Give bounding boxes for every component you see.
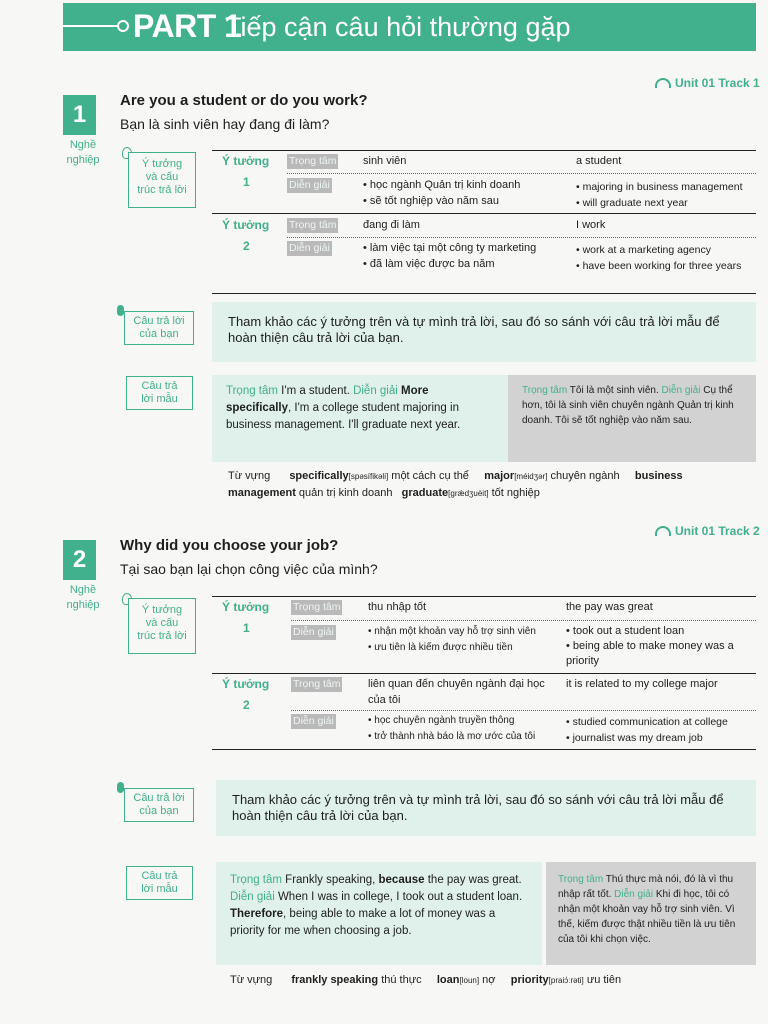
explain-vi: • làm việc tại một công ty marketing • đã làm việc được ba năm bbox=[363, 240, 536, 272]
answer-guide: Tham khảo các ý tưởng trên và tự mình trả lời, sau đó so sánh với câu trả lời mẫu để hoàn thiện câu trả lời của bạn. bbox=[216, 780, 756, 836]
your-answer-box: Câu trả lời của bạn bbox=[124, 311, 194, 345]
question-vietnamese: Bạn là sinh viên hay đang đi làm? bbox=[120, 116, 330, 132]
explain-en: • majoring in business management • will graduate next year bbox=[576, 179, 743, 211]
idea-number: 1 bbox=[243, 621, 250, 635]
sample-answer-en: Trọng tâm I'm a student. Diễn giải More specifically, I'm a college student majoring in business management. I'll graduate next year. bbox=[212, 375, 508, 462]
idea-number: 2 bbox=[243, 239, 250, 253]
table-bottom-rule bbox=[212, 293, 756, 294]
explain-en: • studied communication at college • journalist was my dream job bbox=[566, 714, 728, 746]
question-english: Are you a student or do you work? bbox=[120, 92, 368, 109]
vocabulary: Từ vựng frankly speaking thú thực loan[loun] nợ priority[praiɔ́ːrəti] ưu tiên bbox=[230, 974, 622, 986]
ideas-structure-box: Ý tưởng và cấu trúc trả lời bbox=[128, 598, 196, 654]
explain-tag: Diễn giải bbox=[289, 179, 330, 191]
explain-en: • took out a student loan • being able to make money was a priority bbox=[566, 624, 754, 669]
focus-vi: sinh viên bbox=[363, 155, 407, 167]
focus-en: the pay was great bbox=[566, 601, 653, 613]
question-category: Nghề nghiệp bbox=[66, 139, 100, 166]
banner-rule bbox=[63, 25, 121, 27]
sample-answer-en: Trọng tâm Frankly speaking, because the pay was great. Diễn giải When I was in college, I took out a student loan. Therefore, being able to make a lot of money was a priority for me when choosing a job. bbox=[216, 862, 542, 965]
explain-vi: • học chuyên ngành truyền thông • trở thành nhà báo là mơ ước của tôi bbox=[368, 713, 535, 745]
focus-tag: Trọng tâm bbox=[293, 601, 341, 613]
headphones-icon bbox=[655, 78, 671, 88]
row-divider bbox=[287, 237, 756, 238]
sample-answer-vi: Trọng tâm Thú thực mà nói, đó là vì thu nhập rất tốt. Diễn giải Khi đi học, tôi có nhận một khoản vay hỗ trợ sinh viên. Vì thế, kiếm được thật nhiều tiền là ưu tiên của tôi khi chọn việc. bbox=[546, 862, 756, 965]
sample-answer-box: Câu trả lời mẫu bbox=[126, 866, 193, 900]
explain-tag: Diễn giải bbox=[293, 626, 334, 638]
question-number: 2 bbox=[63, 540, 96, 580]
idea-label: Ý tưởng bbox=[222, 677, 270, 691]
focus-en: I work bbox=[576, 219, 606, 231]
sample-answer-vi: Trọng tâm Tôi là một sinh viên. Diễn giải Cụ thể hơn, tôi là sinh viên chuyên ngành Quản trị kinh doanh. Tôi sẽ tốt nghiệp vào năm sau. bbox=[508, 375, 756, 462]
audio-track-2[interactable] bbox=[655, 524, 760, 538]
table-mid-rule bbox=[212, 213, 756, 214]
focus-vi: đang đi làm bbox=[363, 219, 420, 231]
part-banner bbox=[63, 3, 756, 51]
idea-label: Ý tưởng bbox=[222, 218, 270, 232]
row-divider bbox=[287, 173, 756, 174]
banner-dot-icon bbox=[117, 20, 129, 32]
question-english: Why did you choose your job? bbox=[120, 537, 339, 554]
answer-guide: Tham khảo các ý tưởng trên và tự mình trả lời, sau đó so sánh với câu trả lời mẫu để hoàn thiện câu trả lời của bạn. bbox=[212, 302, 756, 362]
microphone-icon bbox=[117, 305, 124, 316]
focus-vi: thu nhập tốt bbox=[368, 601, 427, 613]
focus-en: it is related to my college major bbox=[566, 678, 718, 690]
question-number: 1 bbox=[63, 95, 96, 135]
idea-label: Ý tưởng bbox=[222, 154, 270, 168]
focus-tag: Trọng tâm bbox=[293, 678, 341, 690]
explain-vi: • nhận một khoản vay hỗ trợ sinh viên • ưu tiên là kiếm được nhiều tiền bbox=[368, 624, 536, 656]
focus-tag: Trọng tâm bbox=[289, 155, 337, 167]
idea-label: Ý tưởng bbox=[222, 600, 270, 614]
track-label: Unit 01 Track 1 bbox=[675, 76, 760, 90]
explain-tag: Diễn giải bbox=[293, 715, 334, 727]
explain-en: • work at a marketing agency • have been working for three years bbox=[576, 242, 741, 274]
focus-vi: liên quan đến chuyên ngành đại học của tôi bbox=[368, 678, 545, 706]
table-bottom-rule bbox=[212, 749, 756, 750]
row-divider bbox=[291, 620, 756, 621]
table-mid-rule bbox=[212, 673, 756, 674]
part-label: PART 1 bbox=[133, 8, 242, 44]
explain-tag: Diễn giải bbox=[289, 242, 330, 254]
microphone-icon bbox=[117, 782, 124, 793]
audio-track-1[interactable] bbox=[655, 76, 760, 90]
explain-vi: • học ngành Quản trị kinh doanh • sẽ tốt nghiệp vào năm sau bbox=[363, 177, 520, 209]
row-divider bbox=[291, 710, 756, 711]
idea-number: 2 bbox=[243, 698, 250, 712]
your-answer-box: Câu trả lời của bạn bbox=[124, 788, 194, 822]
focus-en: a student bbox=[576, 155, 622, 167]
track-label: Unit 01 Track 2 bbox=[675, 524, 760, 538]
vocabulary: Từ vựng specifically[spəsífikəli] một cách cụ thể major[méidʒər] chuyên ngành business management quản trị kinh doanh graduate[grǽdʒuèit] tốt nghiệp bbox=[228, 470, 683, 499]
focus-tag: Trọng tâm bbox=[289, 219, 337, 231]
question-vietnamese: Tại sao bạn lại chọn công việc của mình? bbox=[120, 561, 378, 577]
ideas-structure-box: Ý tưởng và cấu trúc trả lời bbox=[128, 152, 196, 208]
sample-answer-box: Câu trả lời mẫu bbox=[126, 376, 193, 410]
table-top-rule bbox=[212, 150, 756, 151]
table-top-rule bbox=[212, 596, 756, 597]
question-category: Nghề nghiệp bbox=[66, 584, 100, 611]
headphones-icon bbox=[655, 526, 671, 536]
part-title: Tiếp cận câu hỏi thường gặp bbox=[225, 12, 571, 42]
idea-number: 1 bbox=[243, 175, 250, 189]
